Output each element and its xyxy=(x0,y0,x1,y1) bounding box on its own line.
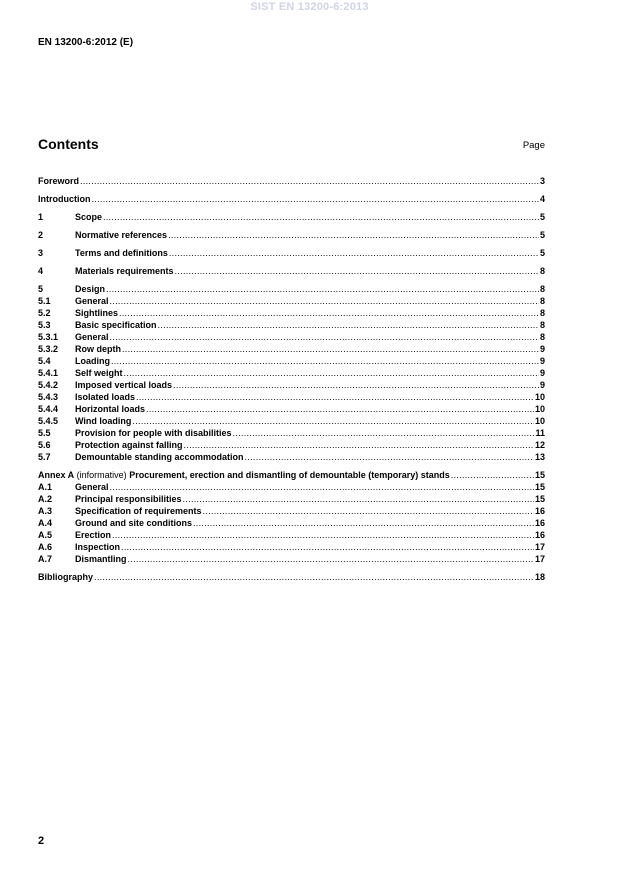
toc-entry-page: 8 xyxy=(539,296,545,306)
toc-entry-number: 3 xyxy=(38,248,44,258)
toc-entry-title-text: Introduction xyxy=(38,194,91,204)
toc-entry-title xyxy=(75,517,192,529)
toc-entry-number: 2 xyxy=(38,230,44,240)
toc-entry-title-text: Imposed vertical loads xyxy=(75,380,173,390)
toc-entry-page: 4 xyxy=(539,194,545,204)
toc-entry-title-text: Isolated loads xyxy=(75,392,136,402)
toc-leader-dots xyxy=(132,415,534,427)
toc-entry-title-text: Protection against falling xyxy=(75,440,183,450)
toc-entry[interactable] xyxy=(38,175,545,187)
toc-entry-title xyxy=(75,265,174,277)
toc-entry-number: A.1 xyxy=(38,482,53,492)
toc-entry-number: 5.4.2 xyxy=(38,380,59,390)
toc-entry-number: 5.3.1 xyxy=(38,332,59,342)
toc-entry[interactable] xyxy=(38,247,545,259)
toc-entry-page: 11 xyxy=(535,428,545,438)
toc-entry-title-text: Demountable standing accommodation xyxy=(75,452,244,462)
toc-entry-number: 5.4.5 xyxy=(38,416,59,426)
toc-entry[interactable] xyxy=(38,403,545,415)
toc-entry-page: 10 xyxy=(534,404,545,414)
toc-entry[interactable] xyxy=(38,481,545,493)
toc-leader-dots xyxy=(122,343,539,355)
toc-entry[interactable] xyxy=(38,193,545,205)
toc-leader-dots xyxy=(169,247,539,259)
toc-leader-dots xyxy=(94,571,534,583)
toc-entry-title-text: Horizontal loads xyxy=(75,404,146,414)
toc-entry[interactable] xyxy=(38,367,545,379)
toc-entry-number: 5.3.2 xyxy=(38,344,59,354)
toc-entry-title xyxy=(75,451,244,463)
toc-leader-dots xyxy=(175,265,539,277)
toc-leader-dots xyxy=(110,331,539,343)
toc-entry-page: 13 xyxy=(534,452,545,462)
toc-entry-title xyxy=(75,247,168,259)
toc-entry-title xyxy=(75,367,123,379)
toc-entry-title-text: General xyxy=(75,296,109,306)
toc-entry-title xyxy=(75,295,109,307)
toc-entry-title xyxy=(75,481,109,493)
toc-leader-dots xyxy=(136,391,534,403)
toc-entry-page: 9 xyxy=(539,368,545,378)
toc-leader-dots xyxy=(110,481,534,493)
toc-leader-dots xyxy=(233,427,535,439)
toc-entry-page: 8 xyxy=(539,284,545,294)
toc-leader-dots xyxy=(103,211,539,223)
toc-entry[interactable] xyxy=(38,427,545,439)
toc-entry-title-text: Scope xyxy=(75,212,103,222)
toc-leader-dots xyxy=(92,193,539,205)
toc-entry-title-text: Row depth xyxy=(75,344,121,354)
toc-entry-number: A.7 xyxy=(38,554,53,564)
toc-entry[interactable] xyxy=(38,493,545,505)
toc-leader-dots xyxy=(111,355,539,367)
toc-entry-title xyxy=(75,439,183,451)
toc-entry-number: A.5 xyxy=(38,530,53,540)
toc-entry-title xyxy=(75,493,182,505)
toc-entry-page: 16 xyxy=(534,506,545,516)
toc-entry-page: 9 xyxy=(539,344,545,354)
toc-entry-number: 5.4.1 xyxy=(38,368,59,378)
toc-entry[interactable] xyxy=(38,529,545,541)
toc-entry-page: 10 xyxy=(534,416,545,426)
toc-entry-page: 15 xyxy=(534,482,545,492)
toc-entry-page: 17 xyxy=(534,542,545,552)
toc-entry-number: 5.2 xyxy=(38,308,51,318)
toc-leader-dots xyxy=(173,379,539,391)
toc-entry-page: 8 xyxy=(539,320,545,330)
toc-entry-title-text: Principal responsibilities xyxy=(75,494,182,504)
toc-leader-dots xyxy=(245,451,534,463)
toc-entry-page: 8 xyxy=(539,308,545,318)
toc-entry-title xyxy=(75,229,167,241)
toc-entry-title-text: Sightlines xyxy=(75,308,119,318)
toc-entry-page: 5 xyxy=(539,248,545,258)
toc-entry-page: 18 xyxy=(534,572,545,582)
toc-entry-title xyxy=(75,403,145,415)
toc-entry-page: 16 xyxy=(534,518,545,528)
toc-entry-number: A.2 xyxy=(38,494,53,504)
toc-entry-title-text: Provision for people with disabilities xyxy=(75,428,232,438)
toc-entry-title-text: Dismantling xyxy=(75,554,127,564)
toc-entry-title-text: Materials requirements xyxy=(75,266,174,276)
toc-entry-title-text: Loading xyxy=(75,356,110,366)
toc-entry-title-text: Foreword xyxy=(38,176,80,186)
toc-entry-title xyxy=(75,505,202,517)
toc-entry[interactable] xyxy=(38,211,545,223)
toc-leader-dots xyxy=(451,469,534,481)
toc-entry-page: 9 xyxy=(539,356,545,366)
toc-entry-number: A.6 xyxy=(38,542,53,552)
toc-entry[interactable] xyxy=(38,343,545,355)
toc-entry[interactable] xyxy=(38,319,545,331)
toc-entry-number: A.4 xyxy=(38,518,53,528)
toc-entry-annex-type: (informative) xyxy=(74,470,130,480)
toc-leader-dots xyxy=(128,553,534,565)
toc-entry-number: 1 xyxy=(38,212,44,222)
toc-entry-number: 5.6 xyxy=(38,440,51,450)
toc-entry-title-text: Annex A xyxy=(38,470,75,480)
toc-leader-dots xyxy=(146,403,534,415)
toc-entry-title xyxy=(38,193,91,205)
toc-entry-title xyxy=(75,391,135,403)
toc-entry-title-text: Bibliography xyxy=(38,572,94,582)
toc-entry-page: 17 xyxy=(534,554,545,564)
toc-entry-title-text: General xyxy=(75,332,109,342)
toc-entry-title-text: Self weight xyxy=(75,368,123,378)
toc-entry-page: 16 xyxy=(534,530,545,540)
toc-entry-title xyxy=(75,427,232,439)
toc-entry[interactable] xyxy=(38,469,545,481)
toc-entry-title xyxy=(75,541,120,553)
toc-entry[interactable] xyxy=(38,265,545,277)
toc-entry[interactable] xyxy=(38,229,545,241)
toc-entry-title xyxy=(75,211,102,223)
toc-entry-title xyxy=(75,415,131,427)
toc-leader-dots xyxy=(193,517,534,529)
toc-entry-title xyxy=(75,379,172,391)
toc-entry-number: 5.7 xyxy=(38,452,51,462)
toc-entry-page: 8 xyxy=(539,332,545,342)
toc-entry-page: 8 xyxy=(539,266,545,276)
toc-leader-dots xyxy=(121,541,534,553)
toc-entry[interactable] xyxy=(38,391,545,403)
toc-entry[interactable] xyxy=(38,379,545,391)
toc-leader-dots xyxy=(106,283,539,295)
toc-entry-annex-title: Procurement, erection and dismantling of demountable (temporary) stands xyxy=(129,470,450,480)
toc-entry-title xyxy=(75,319,157,331)
toc-entry-page: 5 xyxy=(539,212,545,222)
toc-entry[interactable] xyxy=(38,415,545,427)
toc-entry-title-text: Wind loading xyxy=(75,416,132,426)
toc-entry-number: 4 xyxy=(38,266,44,276)
toc-entry-title-text: Basic specification xyxy=(75,320,157,330)
toc-entry-page: 9 xyxy=(539,380,545,390)
toc-entry-title-text: Inspection xyxy=(75,542,121,552)
toc-entry-title xyxy=(38,571,93,583)
toc-entry-title-text: Ground and site conditions xyxy=(75,518,192,528)
toc-entry-title-text: Specification of requirements xyxy=(75,506,202,516)
toc-entry[interactable] xyxy=(38,331,545,343)
watermark: SIST EN 13200-6:2013 xyxy=(250,1,369,13)
toc-entry-title xyxy=(75,331,109,343)
toc-entry-title-text: Terms and definitions xyxy=(75,248,168,258)
toc-entry-page: 10 xyxy=(534,392,545,402)
toc-entry-page: 5 xyxy=(539,230,545,240)
toc-leader-dots xyxy=(80,175,539,187)
toc-entry-title-text: Design xyxy=(75,284,106,294)
page-column-label: Page xyxy=(522,140,545,151)
toc-entry[interactable] xyxy=(38,571,545,583)
toc-entry-title xyxy=(75,343,121,355)
toc-entry-page: 3 xyxy=(539,176,545,186)
toc-entry[interactable] xyxy=(38,517,545,529)
toc-entry-title xyxy=(75,529,111,541)
toc-entry-number: 5.3 xyxy=(38,320,51,330)
toc-leader-dots xyxy=(124,367,539,379)
toc-entry[interactable] xyxy=(38,307,545,319)
toc-entry-title-text: General xyxy=(75,482,109,492)
toc-entry[interactable] xyxy=(38,295,545,307)
toc-entry-number: 5.4.4 xyxy=(38,404,59,414)
toc-entry[interactable] xyxy=(38,451,545,463)
toc-leader-dots xyxy=(168,229,539,241)
toc-entry-title xyxy=(75,355,110,367)
toc-entry-title-text: Normative references xyxy=(75,230,168,240)
toc-entry-page: 12 xyxy=(534,440,545,450)
toc-entry-number: 5.5 xyxy=(38,428,51,438)
toc-entry-title xyxy=(38,175,79,187)
toc-leader-dots xyxy=(119,307,539,319)
toc-entry-number: A.3 xyxy=(38,506,53,516)
toc-entry-title xyxy=(75,283,105,295)
table-of-contents xyxy=(38,175,545,583)
document-id: EN 13200-6:2012 (E) xyxy=(38,37,134,48)
toc-entry-number: 5.4.3 xyxy=(38,392,59,402)
toc-entry-number: 5 xyxy=(38,284,44,294)
contents-title: Contents xyxy=(38,136,99,152)
toc-entry-page: 15 xyxy=(534,470,545,480)
toc-entry[interactable] xyxy=(38,541,545,553)
toc-leader-dots xyxy=(183,493,534,505)
toc-entry[interactable] xyxy=(38,505,545,517)
toc-entry-number: 5.4 xyxy=(38,356,51,366)
toc-entry-title-text: Erection xyxy=(75,530,112,540)
toc-entry[interactable] xyxy=(38,283,545,295)
toc-leader-dots xyxy=(158,319,539,331)
toc-entry[interactable] xyxy=(38,439,545,451)
toc-leader-dots xyxy=(110,295,539,307)
page-number: 2 xyxy=(38,835,45,847)
toc-entry-number: 5.1 xyxy=(38,296,51,306)
toc-leader-dots xyxy=(112,529,534,541)
toc-leader-dots xyxy=(203,505,534,517)
toc-entry-title xyxy=(38,469,450,481)
toc-entry[interactable] xyxy=(38,553,545,565)
toc-entry-page: 15 xyxy=(534,494,545,504)
toc-entry[interactable] xyxy=(38,355,545,367)
toc-entry-title xyxy=(75,307,118,319)
toc-leader-dots xyxy=(184,439,534,451)
toc-entry-title xyxy=(75,553,127,565)
